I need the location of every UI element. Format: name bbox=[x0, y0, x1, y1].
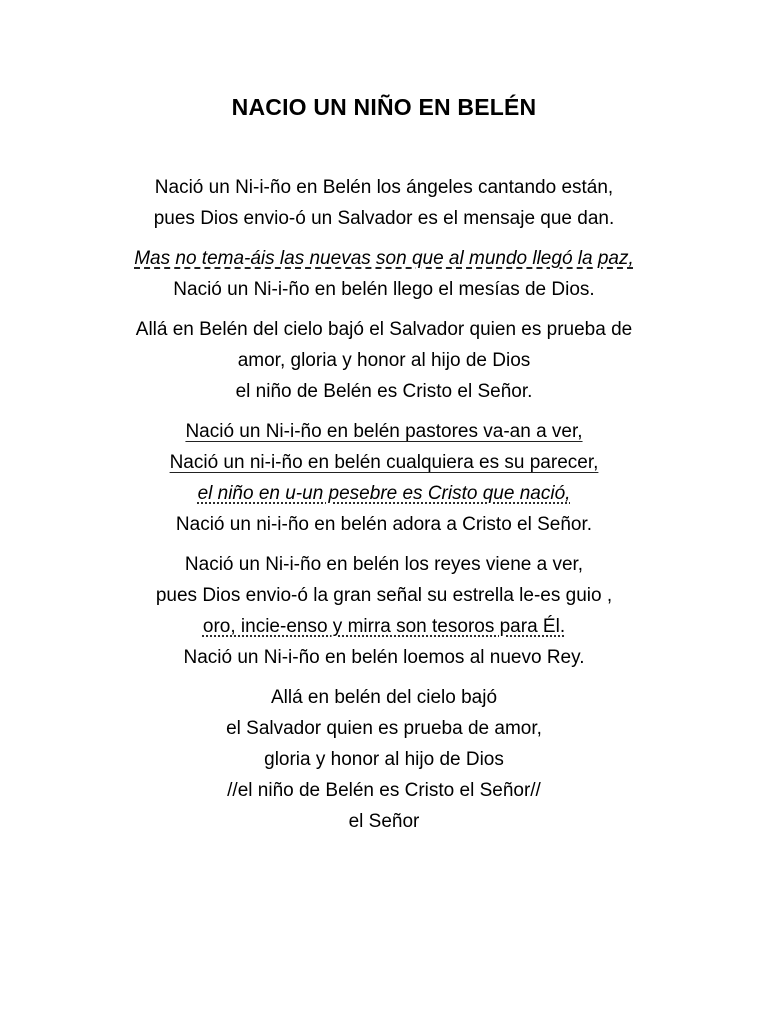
lyric-text: Nació un ni-i-ño en belén cualquiera es su parecer, bbox=[169, 452, 599, 473]
lyric-line bbox=[0, 203, 768, 234]
lyric-line bbox=[0, 744, 768, 775]
lyric-line bbox=[0, 642, 768, 673]
lyric-text: el niño en u-un pesebre es Cristo que nació, bbox=[197, 483, 571, 504]
stanza-5 bbox=[0, 549, 768, 673]
lyric-text: Allá en Belén del cielo bajó el Salvador quien es prueba de bbox=[135, 319, 633, 340]
lyric-text: amor, gloria y honor al hijo de Dios bbox=[237, 350, 531, 371]
lyric-line bbox=[0, 314, 768, 345]
lyric-line bbox=[0, 806, 768, 837]
lyric-line bbox=[0, 549, 768, 580]
lyric-text: Mas no tema-áis las nuevas son que al mundo llegó la paz, bbox=[134, 248, 634, 269]
lyric-line bbox=[0, 682, 768, 713]
lyrics bbox=[0, 172, 768, 837]
lyric-text: oro, incie-enso y mirra son tesoros para Él. bbox=[202, 616, 566, 637]
lyric-line bbox=[0, 172, 768, 203]
lyric-line-underlined bbox=[0, 611, 768, 642]
lyric-line-underlined bbox=[0, 416, 768, 447]
lyric-text: el Señor bbox=[348, 811, 420, 832]
lyric-text: pues Dios envio-ó un Salvador es el mensaje que dan. bbox=[153, 208, 615, 229]
stanza-3 bbox=[0, 314, 768, 407]
lyric-line bbox=[0, 509, 768, 540]
lyric-line-underlined bbox=[0, 447, 768, 478]
lyric-text: Allá en belén del cielo bajó bbox=[270, 687, 498, 708]
lyric-text: Nació un Ni-i-ño en belén llego el mesías de Dios. bbox=[173, 279, 595, 300]
stanza-6 bbox=[0, 682, 768, 837]
lyric-line bbox=[0, 775, 768, 806]
stanza-2 bbox=[0, 243, 768, 305]
stanza-4 bbox=[0, 416, 768, 540]
lyric-text: Nació un ni-i-ño en belén adora a Cristo el Señor. bbox=[175, 514, 593, 535]
lyric-line bbox=[0, 580, 768, 611]
lyric-text: el Salvador quien es prueba de amor, bbox=[226, 718, 542, 739]
lyric-text: Nació un Ni-i-ño en belén loemos al nuevo Rey. bbox=[183, 647, 585, 668]
lyric-line bbox=[0, 274, 768, 305]
lyric-text: Nació un Ni-i-ño en belén los reyes viene a ver, bbox=[184, 554, 584, 575]
lyric-text: Nació un Ni-i-ño en belén pastores va-an a ver, bbox=[185, 421, 583, 442]
lyric-line bbox=[0, 376, 768, 407]
lyric-text: gloria y honor al hijo de Dios bbox=[264, 749, 504, 770]
lyric-text: //el niño de Belén es Cristo el Señor// bbox=[227, 780, 541, 801]
song-title: NACIO UN NIÑO EN BELÉN bbox=[231, 94, 537, 120]
lyric-text: Nació un Ni-i-ño en Belén los ángeles cantando están, bbox=[154, 177, 614, 198]
lyric-line bbox=[0, 345, 768, 376]
lyric-line-emphasized bbox=[0, 478, 768, 509]
lyric-text: pues Dios envio-ó la gran señal su estrella le-es guio , bbox=[155, 585, 613, 606]
lyric-line-emphasized bbox=[0, 243, 768, 274]
stanza-1 bbox=[0, 172, 768, 234]
lyric-line bbox=[0, 713, 768, 744]
lyric-text: el niño de Belén es Cristo el Señor. bbox=[235, 381, 533, 402]
